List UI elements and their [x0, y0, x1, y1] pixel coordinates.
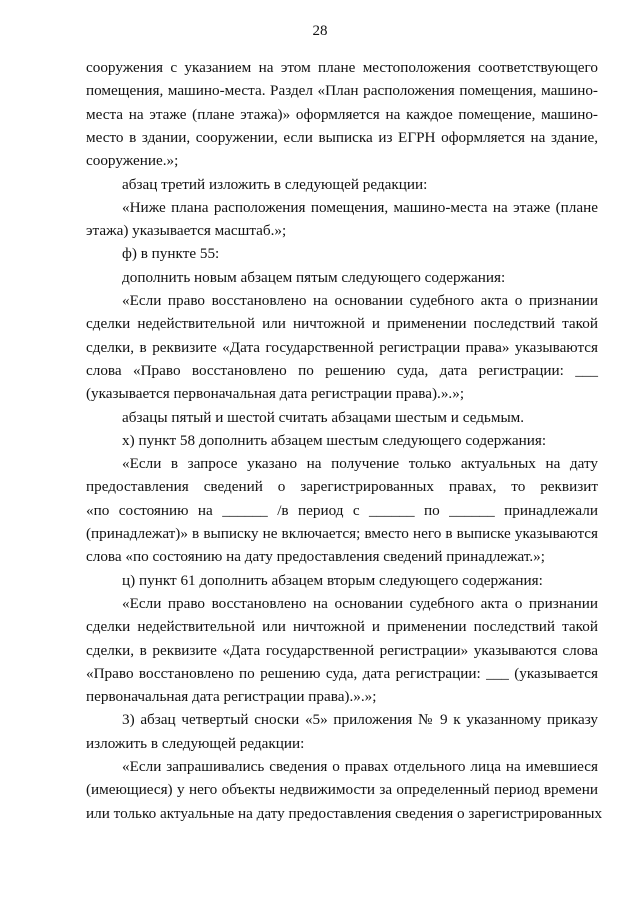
text-line: ф) в пункте 55: [122, 245, 220, 262]
text-line: сделки недействительной или ничтожной и применении последствий такой [86, 315, 598, 332]
text-line: сделки недействительной или ничтожной и применении последствий такой [86, 618, 598, 635]
text-line: этажа) указывается масштаб.»; [86, 222, 287, 239]
text-line: «по состоянию на ______ /в период с ______ по ______ принадлежали [86, 502, 598, 519]
text-line: 3) абзац четвертый сноски «5» приложения № 9 к указанному приказу [122, 711, 598, 728]
text-line: сооружение.»; [86, 152, 179, 169]
text-line: абзац третий изложить в следующей редакции: [122, 176, 428, 193]
text-line: (принадлежат)» в выписку не включается; вместо него в выписке указываются [86, 525, 598, 542]
text-line: ц) пункт 61 дополнить абзацем вторым следующего содержания: [122, 572, 543, 589]
text-line: «Если в запросе указано на получение только актуальных на дату [122, 455, 598, 472]
text-line: предоставления сведений о зарегистрированных правах, то реквизит [86, 478, 598, 495]
page-number: 28 [312, 23, 328, 39]
text-line: дополнить новым абзацем пятым следующего содержания: [122, 269, 506, 286]
text-line: сделки, в реквизите «Дата государственной регистрации» указываются слова [86, 642, 598, 659]
text-line: «Если запрашивались сведения о правах отдельного лица на имевшиеся [122, 758, 598, 775]
text-line: х) пункт 58 дополнить абзацем шестым следующего содержания: [122, 432, 547, 449]
text-line: «Если право восстановлено на основании судебного акта о признании [122, 292, 598, 309]
text-line: помещения, машино-места. Раздел «План расположения помещения, машино- [86, 82, 598, 99]
text-line: (имеющиеся) у него объекты недвижимости за определенный период времени [86, 781, 598, 798]
text-line: «Ниже плана расположения помещения, машино-места на этаже (плане [122, 199, 598, 216]
text-line: место в здании, сооружении, если выписка из ЕГРН оформляется на здание, [86, 129, 598, 146]
text-line: «Право восстановлено по решению суда, дата регистрации: ___ (указывается [86, 665, 598, 682]
text-line: места на этаже (плане этажа)» оформляется на каждое помещение, машино- [86, 106, 598, 123]
text-line: абзацы пятый и шестой считать абзацами шестым и седьмым. [122, 409, 525, 426]
text-line: (указывается первоначальная дата регистрации права).».»; [86, 385, 465, 402]
text-line: слова «Право восстановлено по решению суда, дата регистрации: ___ [86, 362, 598, 379]
text-line: слова «по состоянию на дату предоставления сведений принадлежат.»; [86, 548, 545, 565]
text-line: сооружения с указанием на этом плане местоположения соответствующего [86, 59, 598, 76]
text-line: «Если право восстановлено на основании судебного акта о признании [122, 595, 598, 612]
text-line: сделки, в реквизите «Дата государственной регистрации права» указываются [86, 339, 598, 356]
text-line: изложить в следующей редакции: [86, 735, 305, 752]
text-line: или только актуальные на дату предоставления сведения о зарегистрированных [86, 805, 603, 822]
text-line: первоначальная дата регистрации права).».»; [86, 688, 377, 705]
